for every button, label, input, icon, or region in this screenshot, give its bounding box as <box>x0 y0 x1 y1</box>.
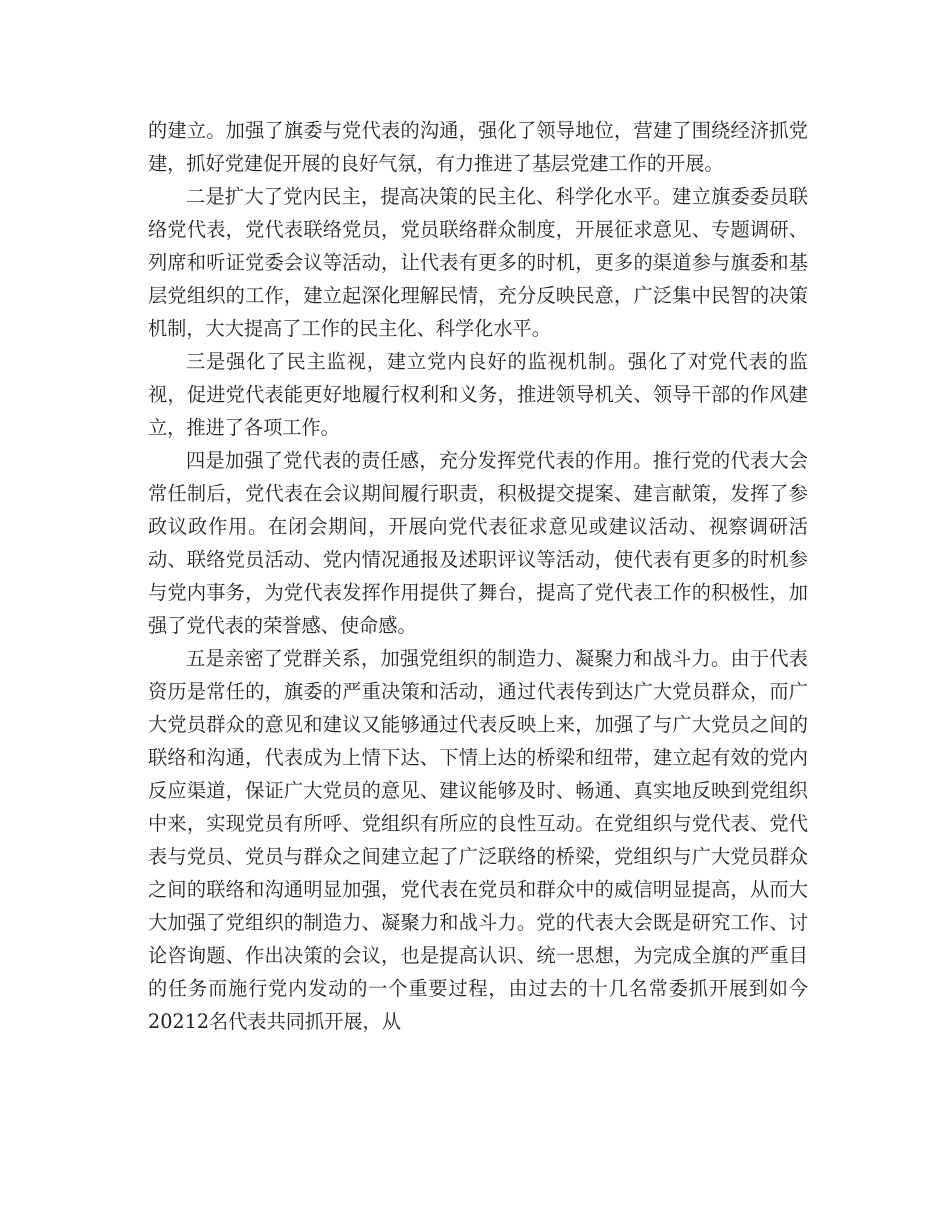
paragraph: 四是加强了党代表的责任感，充分发挥党代表的作用。推行党的代表大会常任制后，党代表在会议期间履行职责，积极提交提案、建言献策，发挥了参政议政作用。在闭会期间，开展向党代表征求意见或建议活动、视察调研活动、联络党员活动、党内情况通报及述职评议等活动，使代表有更多的时机参与党内事务，为党代表发挥作用提供了舞台，提高了党代表工作的积极性，加强了党代表的荣誉感、使命感。 <box>148 449 808 637</box>
paragraph: 的建立。加强了旗委与党代表的沟通，强化了领导地位，营建了围绕经济抓党建，抓好党建促开展的良好气氛，有力推进了基层党建工作的开展。 <box>148 119 808 175</box>
document-body <box>148 114 808 1038</box>
paragraph: 五是亲密了党群关系，加强党组织的制造力、凝聚力和战斗力。由于代表资历是常任的，旗委的严重决策和活动，通过代表传到达广大党员群众，而广大党员群众的意见和建议又能够通过代表反映上来，加强了与广大党员之间的联络和沟通，代表成为上情下达、下情上达的桥梁和纽带，建立起有效的党内反应渠道，保证广大党员的意见、建议能够及时、畅通、真实地反映到党组织中来，实现党员有所呼、党组织有所应的良性互动。在党组织与党代表、党代表与党员、党员与群众之间建立起了广泛联络的桥梁，党组织与广大党员群众之间的联络和沟通明显加强，党代表在党员和群众中的威信明显提高，从而大大加强了党组织的制造力、凝聚力和战斗力。党的代表大会既是研究工作、讨论咨询题、作出决策的会议，也是提高认识、统一思想，为完成全旗的严重目的任务而施行党内发动的一个重要过程，由过去的十几名常委抓开展到如今20212名代表共同抓开展，从 <box>148 647 808 1033</box>
paragraph: 三是强化了民主监视，建立党内良好的监视机制。强化了对党代表的监视，促进党代表能更好地履行权利和义务，推进领导机关、领导干部的作风建立，推进了各项工作。 <box>148 350 808 439</box>
paragraph: 二是扩大了党内民主，提高决策的民主化、科学化水平。建立旗委委员联络党代表，党代表联络党员，党员联络群众制度，开展征求意见、专题调研、列席和听证党委会议等活动，让代表有更多的时机，更多的渠道参与旗委和基层党组织的工作，建立起深化理解民情，充分反映民意，广泛集中民智的决策机制，大大提高了工作的民主化、科学化水平。 <box>148 185 808 340</box>
